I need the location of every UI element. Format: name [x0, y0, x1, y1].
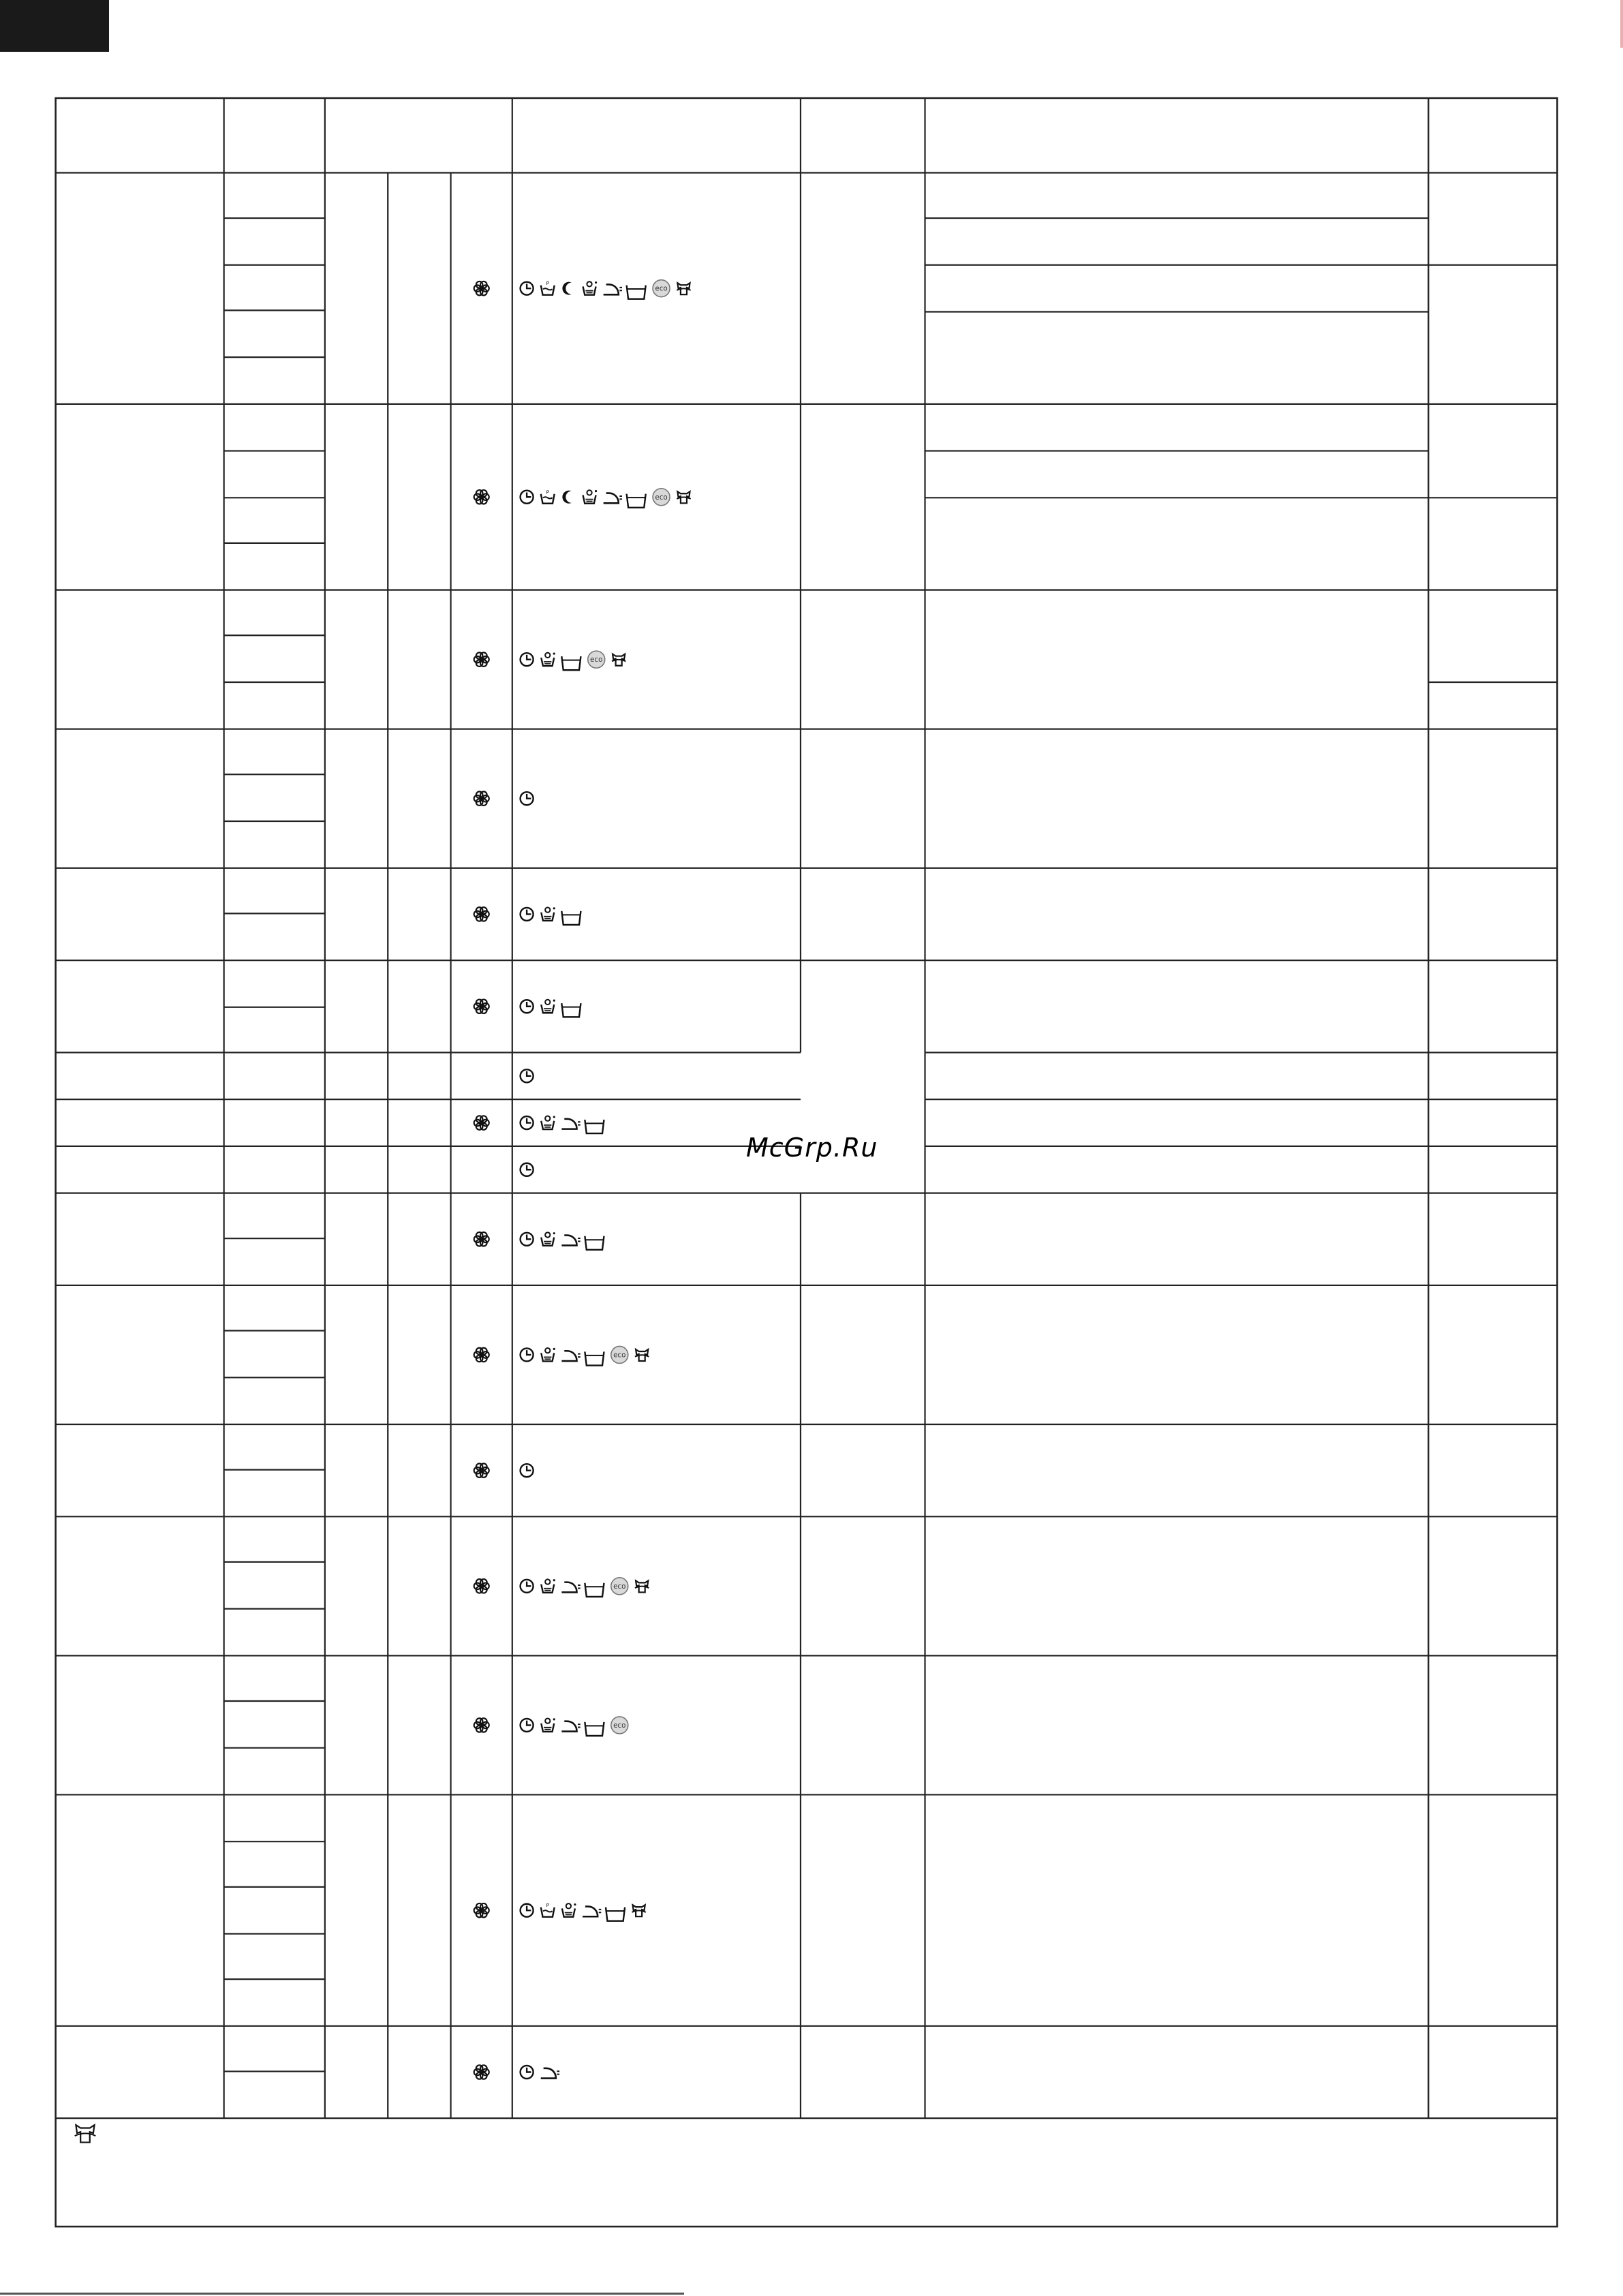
extra-rinse-icon [585, 1583, 604, 1597]
eco-icon [653, 280, 670, 297]
timer-icon [521, 1163, 534, 1176]
intensive-icon [541, 652, 555, 666]
flower-icon [474, 490, 489, 504]
svg-text:eco: eco [655, 284, 668, 293]
no-crease-icon [632, 1905, 645, 1916]
flower-icon [474, 1463, 489, 1477]
flower-icon [474, 1116, 489, 1129]
timer-icon [521, 282, 534, 295]
flower-icon [474, 1348, 489, 1362]
flower-icon [474, 792, 489, 806]
timer-icon [521, 1233, 534, 1246]
flower-icon [474, 907, 489, 921]
svg-text:eco: eco [613, 1582, 626, 1591]
timer-icon [521, 1719, 534, 1732]
extra-rinse-icon [585, 1120, 604, 1133]
timer-icon [521, 653, 534, 666]
intensive-icon [541, 1116, 555, 1129]
intensive-icon [541, 1232, 555, 1246]
flower-icon [474, 2065, 489, 2079]
eco-icon [611, 1578, 628, 1595]
intensive-icon [541, 1718, 555, 1732]
iron-icon [561, 1351, 580, 1361]
no-crease-icon [635, 1580, 649, 1592]
svg-text:eco: eco [613, 1351, 626, 1360]
iron-icon [561, 1721, 580, 1732]
eco-icon [588, 651, 605, 668]
timer-icon [521, 491, 534, 504]
iron-icon [604, 493, 622, 504]
iron-icon [583, 1906, 601, 1916]
svg-text:P: P [546, 489, 549, 495]
svg-text:eco: eco [613, 1721, 626, 1730]
extra-rinse-icon [585, 1236, 604, 1250]
prewash-icon [541, 280, 555, 294]
flower-icon [474, 1579, 489, 1593]
iron-icon [561, 1582, 580, 1593]
prewash-icon [541, 1902, 555, 1916]
extra-rinse-icon [561, 656, 581, 670]
timer-icon [521, 1116, 534, 1129]
svg-text:eco: eco [655, 493, 668, 502]
extra-rinse-icon [585, 1722, 604, 1736]
timer-icon [521, 1580, 534, 1593]
iron-icon [541, 2068, 559, 2079]
night-icon [562, 491, 572, 504]
timer-icon [521, 1000, 534, 1013]
timer-icon [521, 1069, 534, 1082]
timer-icon [521, 2066, 534, 2079]
extra-rinse-icon [606, 1908, 625, 1921]
no-crease-icon [612, 654, 625, 666]
eco-icon [611, 1346, 628, 1363]
timer-icon [521, 908, 534, 921]
iron-icon [604, 284, 622, 294]
svg-text:eco: eco [590, 656, 603, 664]
flower-icon [474, 1718, 489, 1732]
timer-icon [521, 1348, 534, 1361]
no-crease-icon [677, 491, 690, 503]
eco-icon [653, 489, 670, 506]
extra-rinse-icon [585, 1351, 604, 1365]
flower-icon [474, 281, 489, 295]
intensive-icon [562, 1903, 576, 1917]
intensive-icon [541, 1000, 555, 1013]
flower-icon [474, 1903, 489, 1917]
svg-text:P: P [546, 1902, 549, 1909]
night-icon [562, 282, 572, 295]
timer-icon [521, 792, 534, 805]
intensive-icon [541, 907, 555, 921]
intensive-icon [541, 1348, 555, 1362]
intensive-icon [583, 281, 598, 295]
timer-icon [521, 1464, 534, 1477]
extra-rinse-icon [561, 911, 581, 925]
intensive-icon [541, 1579, 555, 1593]
intensive-icon [583, 490, 598, 504]
svg-text:P: P [546, 280, 549, 287]
flower-icon [474, 652, 489, 666]
bottom-rule [0, 2293, 684, 2295]
no-crease-icon [677, 283, 690, 294]
watermark: McGrp.Ru [746, 1133, 878, 1163]
timer-icon [521, 1904, 534, 1917]
flower-icon [474, 1000, 489, 1013]
extra-rinse-icon [627, 286, 646, 299]
extra-rinse-icon [561, 1003, 581, 1017]
prewash-icon [541, 489, 555, 503]
iron-icon [561, 1236, 580, 1246]
iron-icon [561, 1119, 580, 1129]
no-crease-icon [75, 2125, 96, 2142]
flower-icon [474, 1232, 489, 1246]
no-crease-icon [635, 1349, 649, 1361]
eco-icon [611, 1717, 628, 1734]
extra-rinse-icon [627, 494, 646, 508]
